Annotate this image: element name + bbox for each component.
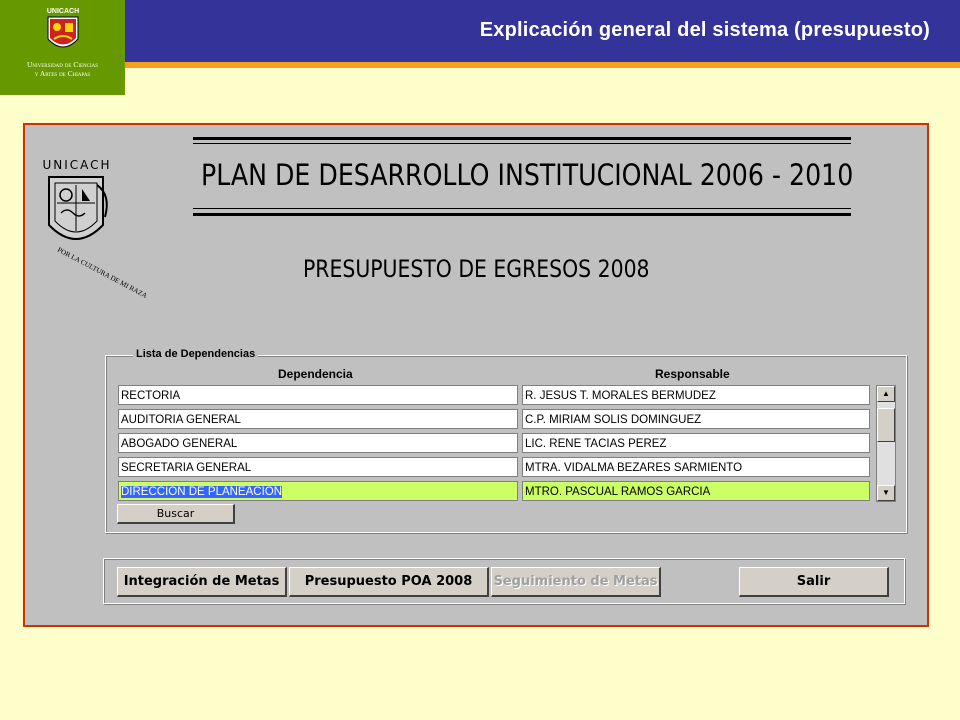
dependencia-field[interactable]: ABOGADO GENERAL: [118, 433, 518, 453]
header-stripe: [0, 62, 960, 68]
unicach-seal-icon: [37, 155, 149, 300]
seguimiento-metas-button[interactable]: Seguimiento de Metas: [491, 567, 661, 597]
arrow-down-icon: ▼: [882, 488, 890, 497]
column-header-responsable: Responsable: [655, 367, 730, 381]
crest-icon: [36, 5, 90, 59]
presupuesto-poa-button[interactable]: Presupuesto POA 2008: [289, 567, 489, 597]
slide-title: Explicación general del sistema (presupuesto): [479, 19, 930, 41]
buscar-button[interactable]: Buscar: [117, 504, 235, 524]
table-row-selected[interactable]: [118, 481, 878, 503]
title-rule-bottom-thin: [193, 208, 851, 209]
column-header-dependencia: Dependencia: [278, 367, 353, 381]
dependencia-field[interactable]: RECTORIA: [118, 385, 518, 405]
table-row[interactable]: [118, 385, 878, 407]
dependencia-field[interactable]: [118, 481, 518, 501]
responsable-field[interactable]: MTRO. PASCUAL RAMOS GARCIA: [522, 481, 870, 501]
selected-text: DIRECCION DE PLANEACION: [121, 486, 283, 498]
integracion-metas-button[interactable]: Integración de Metas: [117, 567, 287, 597]
responsable-field[interactable]: LIC. RENE TACIAS PEREZ: [522, 433, 870, 453]
scroll-up-button[interactable]: [877, 386, 895, 402]
dependencia-field[interactable]: AUDITORIA GENERAL: [118, 409, 518, 429]
university-logo: [0, 0, 125, 95]
list-scrollbar[interactable]: [876, 385, 896, 502]
responsable-field[interactable]: MTRA. VIDALMA BEZARES SARMIENTO: [522, 457, 870, 477]
logo-caption: [0, 60, 125, 78]
dependencia-field[interactable]: SECRETARIA GENERAL: [118, 457, 518, 477]
groupbox-label: Lista de Dependencias: [133, 348, 258, 360]
scroll-down-button[interactable]: [877, 485, 895, 501]
arrow-up-icon: ▲: [882, 389, 890, 398]
app-window: [23, 123, 929, 627]
budget-title: PRESUPUESTO DE EGRESOS 2008: [303, 255, 650, 283]
scroll-thumb[interactable]: [877, 408, 895, 442]
svg-text:UNICACH: UNICACH: [42, 158, 112, 172]
logo-caption-line2: y Artes de Chiapas: [34, 69, 91, 78]
title-rule-bottom: [193, 213, 851, 216]
table-row[interactable]: [118, 433, 878, 455]
title-rule-top: [193, 137, 851, 140]
responsable-field[interactable]: C.P. MIRIAM SOLIS DOMINGUEZ: [522, 409, 870, 429]
salir-button[interactable]: Salir: [739, 567, 889, 597]
table-row[interactable]: [118, 409, 878, 431]
title-rule-top-thin: [193, 143, 851, 144]
svg-text:UNICACH: UNICACH: [46, 8, 80, 15]
table-row[interactable]: [118, 457, 878, 479]
svg-text:POR LA CULTURA DE MI RAZA: POR LA CULTURA DE MI RAZA: [56, 245, 149, 300]
logo-caption-line1: Universidad de Ciencias: [26, 60, 99, 69]
plan-title: PLAN DE DESARROLLO INSTITUCIONAL 2006 - 2010: [201, 158, 854, 192]
responsable-field[interactable]: R. JESUS T. MORALES BERMUDEZ: [522, 385, 870, 405]
